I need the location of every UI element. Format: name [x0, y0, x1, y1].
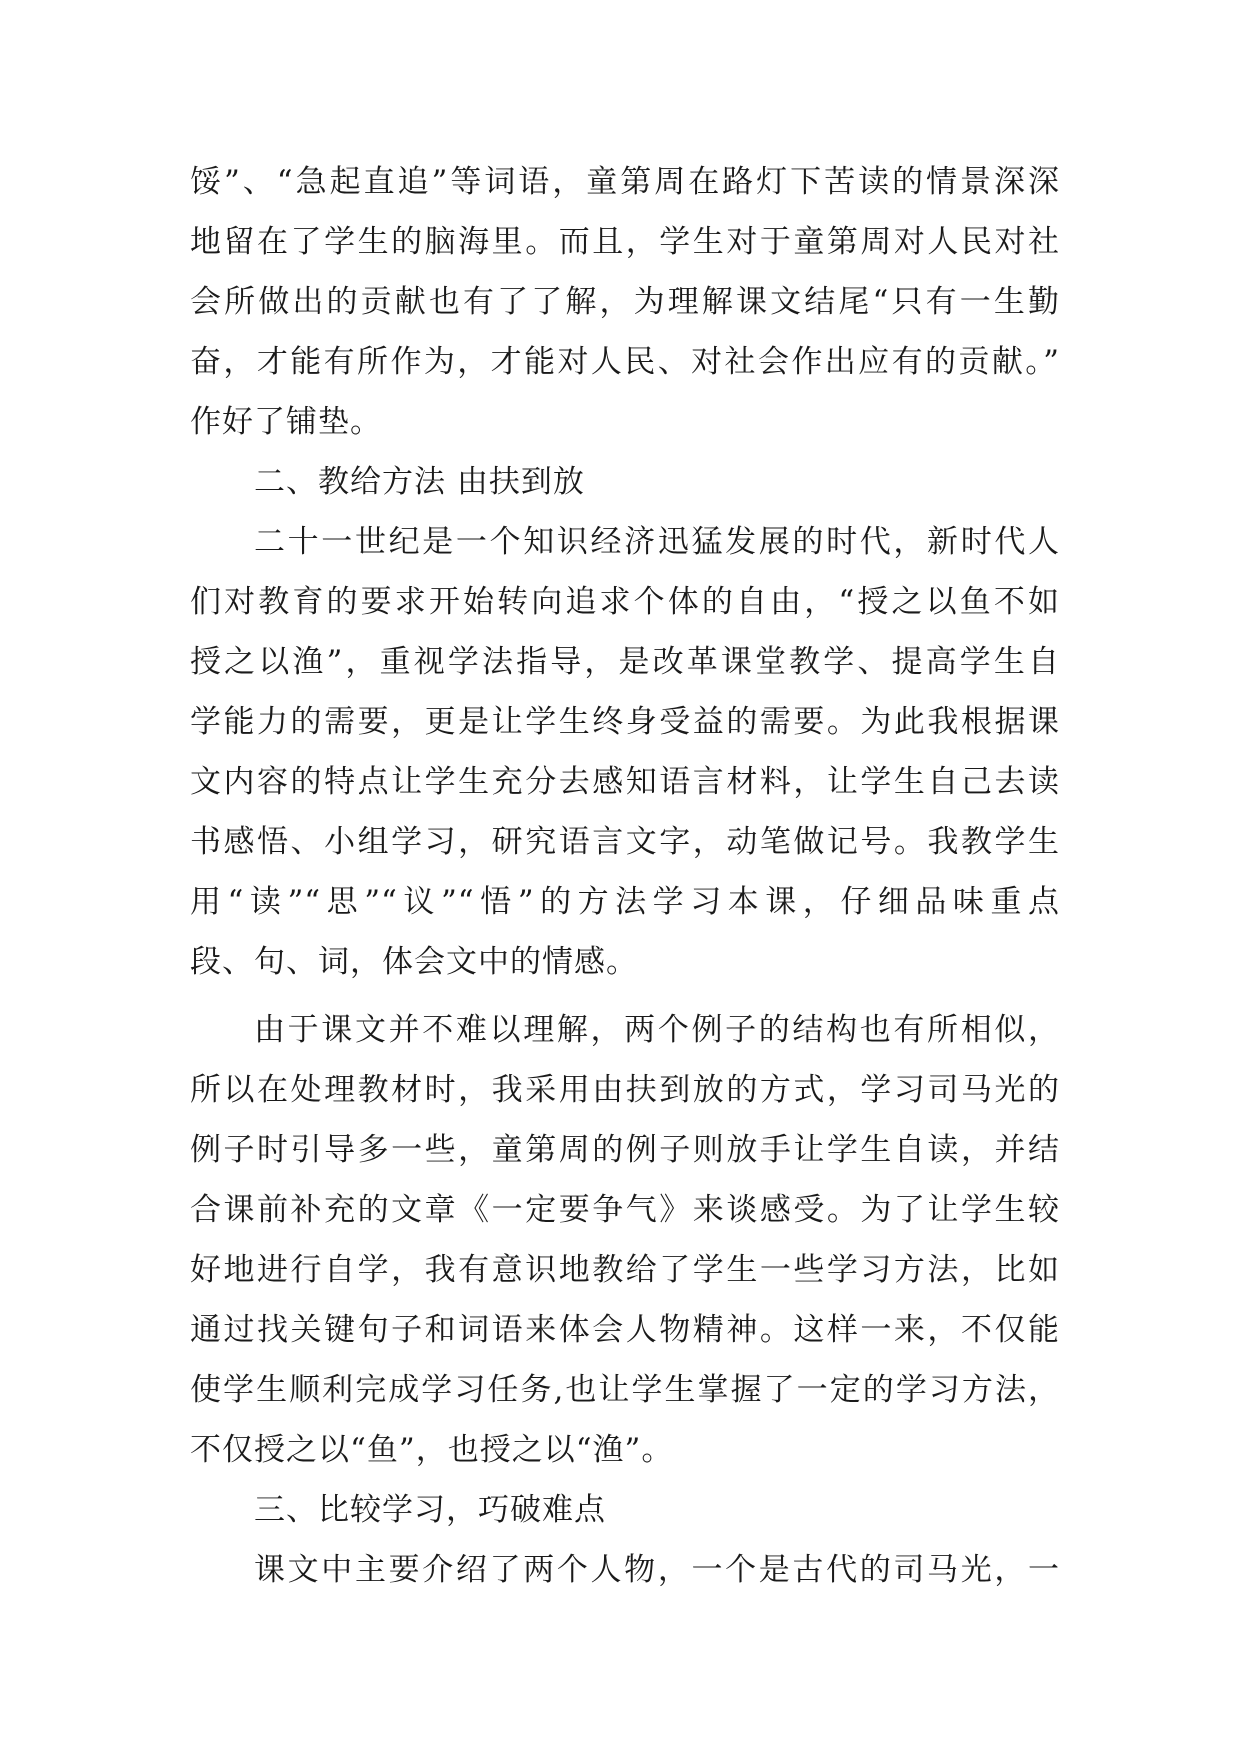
paragraph-2-line-4: 学能力的需要，更是让学生终身受益的需要。为此我根据课: [190, 704, 1060, 740]
paragraph-3-line-3: 例子时引导多一些，童第周的例子则放手让学生自读，并结: [190, 1132, 1060, 1168]
paragraph-3-line-1: 由于课文并不难以理解，两个例子的结构也有所相似，: [254, 1012, 1060, 1048]
paragraph-2-line-5: 文内容的特点让学生充分去感知语言材料，让学生自己去读: [190, 764, 1060, 800]
paragraph-2-line-7: 用“读”“思”“议”“悟”的方法学习本课，仔细品味重点: [190, 884, 1060, 920]
paragraph-3-line-6: 通过找关键句子和词语来体会人物精神。这样一来，不仅能: [190, 1312, 1060, 1348]
paragraph-1-line-2: 地留在了学生的脑海里。而且，学生对于童第周对人民对社: [190, 224, 1060, 260]
paragraph-1-line-3: 会所做出的贡献也有了了解，为理解课文结尾“只有一生勤: [190, 284, 1060, 320]
paragraph-2-line-6: 书感悟、小组学习，研究语言文字，动笔做记号。我教学生: [190, 824, 1060, 860]
paragraph-3-line-7: 使学生顺利完成学习任务,也让学生掌握了一定的学习方法，: [190, 1372, 1060, 1408]
paragraph-2-line-2: 们对教育的要求开始转向追求个体的自由，“授之以鱼不如: [190, 584, 1060, 620]
paragraph-2-line-3: 授之以渔”，重视学法指导，是改革课堂教学、提高学生自: [190, 644, 1060, 680]
document-body: [190, 152, 1060, 1600]
paragraph-2-line-8: 段、句、词，体会文中的情感。: [190, 944, 638, 980]
paragraph-3-line-4: 合课前补充的文章《一定要争气》来谈感受。为了让学生较: [190, 1192, 1060, 1228]
section-heading-3: 三、比较学习，巧破难点: [254, 1492, 606, 1528]
paragraph-3-line-2: 所以在处理教材时，我采用由扶到放的方式，学习司马光的: [190, 1072, 1060, 1108]
paragraph-3-line-5: 好地进行自学，我有意识地教给了学生一些学习方法，比如: [190, 1252, 1060, 1288]
paragraph-1-line-5: 作好了铺垫。: [190, 404, 382, 440]
paragraph-4-line-1: 课文中主要介绍了两个人物，一个是古代的司马光，一: [254, 1552, 1060, 1588]
paragraph-3-line-8: 不仅授之以“鱼”，也授之以“渔”。: [190, 1432, 674, 1468]
paragraph-gap: [190, 992, 1060, 1000]
section-heading-2: 二、教给方法 由扶到放: [254, 464, 585, 500]
paragraph-2-line-1: 二十一世纪是一个知识经济迅猛发展的时代，新时代人: [254, 524, 1060, 560]
paragraph-1-line-1: 馁”、“急起直追”等词语，童第周在路灯下苦读的情景深深: [190, 164, 1060, 200]
paragraph-1-line-4: 奋，才能有所作为，才能对人民、对社会作出应有的贡献。”: [190, 344, 1060, 380]
